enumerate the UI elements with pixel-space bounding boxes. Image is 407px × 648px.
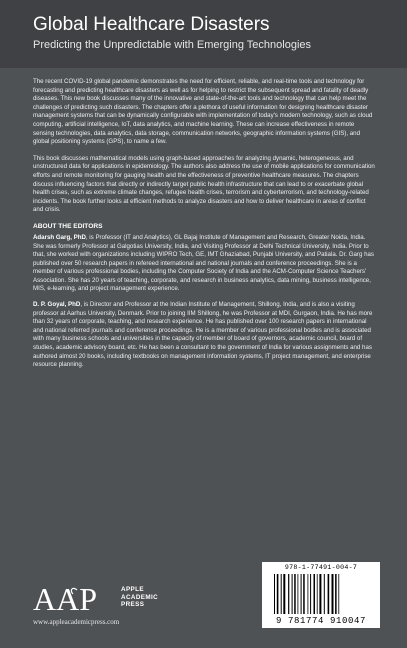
barcode-bar bbox=[301, 574, 302, 614]
barcode-bar bbox=[338, 574, 339, 614]
barcode-bar bbox=[317, 574, 318, 614]
editor-bio-text-2: , is Director and Professor at the Indian Institute of Management, Shillong, India, and is also a visiting professor at Aarhus University, Denmark. Prior to joining IIM Shillong, he was Professor at MDI, Gurgaon, India. He has more than 32 years of corporate, teaching, and research experience. He has published over 100 research papers in international and national referred journals and conference proceedings. He is a member of various professional bodies and is associated with many business schools and universities in the capacity of member of board of governors, academic council, board of studies, academic advisory board, etc. He has been a consultant to the government of India for various assignments and has authored almost 20 books, including textbooks on management information systems, IT project management, and enterprise resource planning. bbox=[33, 301, 373, 369]
barcode-bar bbox=[294, 574, 296, 614]
barcode-bar bbox=[328, 574, 330, 614]
barcode-bar bbox=[288, 574, 289, 614]
description-paragraph-1: The recent COVID-19 global pandemic demonstrates the need for efficient, reliable, and real-time tools and technology for forecasting and predicting healthcare disasters as well as for helping to restrict the subsequent spread and fatality of deadly diseases. This new book discusses many of the innovative and state-of-the-art tools and technology that can help meet the challenges of predicting such disasters. The chapters offer a plethora of useful information for designing healthcare disaster management systems that can be dynamically configurable with implementation of today's modern technology, such as cloud computing, artificial intelligence, IoT, data analytics, and machine learning. These can increase effectiveness in remote sensing technologies, data analytics, data storage, communication networks, geographic information systems (GIS), and global positioning systems (GPS), to name a few. bbox=[33, 78, 373, 146]
publisher-name-line-3: PRESS bbox=[121, 601, 145, 609]
isbn-digits: 9 781774 910047 bbox=[275, 616, 366, 626]
about-editors-heading: ABOUT THE EDITORS bbox=[33, 222, 103, 230]
editor-bio-1 bbox=[33, 234, 375, 294]
barcode-bar bbox=[292, 574, 293, 614]
barcode-bar bbox=[332, 574, 334, 614]
apple-academic-press-logo bbox=[33, 580, 119, 616]
barcode-bar bbox=[303, 574, 305, 614]
barcode-bar bbox=[298, 574, 299, 614]
isbn-barcode-box bbox=[262, 562, 380, 628]
isbn-label: 978-1-77491-004-7 bbox=[284, 564, 358, 571]
book-subtitle: Predicting the Unpredictable with Emerging Technologies bbox=[33, 39, 312, 51]
publisher-name bbox=[121, 586, 158, 609]
barcode-bar bbox=[335, 574, 337, 614]
description-paragraph-2: This book discusses mathematical models using graph-based approaches for analyzing dynamic, heterogeneous, and unstructured data for applications in epidemiology. The authors also address the use of mobile applications for communication efforts and remote monitoring for gauging health and the effectiveness of preventive healthcare measures. The chapters discuss influencing factors that directly or indirectly target public health infrastructure that can lead to or exacerbate global health crises, such as extreme climate changes, refugee health crises, terrorism and cyberterrorism, and technology-related incidents. The book further looks at efficient methods to analyze disasters and how to deliver healthcare in areas of conflict and crisis. bbox=[33, 154, 375, 214]
barcode-bar bbox=[324, 574, 325, 614]
editor-bio-text-1: , is Professor (IT and Analytics), GL Bajaj Institute of Management and Research, Greater Noida, India. She was formerly Professor at Galgotias University, India, and Visiting Professor at Delhi Technical University, India. Prior to that, she worked with organizations including WIPRO Tech, GE, IMT Ghaziabad, Punjabi University, and Patiala. Dr. Garg has published over 50 research papers in refereed international and national journals and conference proceedings. She is a member of various professional bodies, including the Computer Society of India and the ACM-Computer Science Teachers' Association. She has 20 years of teaching, corporate, and research in business analytics, data mining, business intelligence, MIS, e-learning, and project management experience. bbox=[33, 233, 374, 293]
barcode-graphic bbox=[272, 574, 370, 614]
book-title: Global Healthcare Disasters bbox=[33, 14, 270, 35]
editor-name-1: Adarsh Garg, PhD bbox=[33, 233, 86, 241]
barcode-bar bbox=[274, 574, 275, 614]
back-cover-content bbox=[33, 78, 375, 377]
barcode-bar bbox=[283, 574, 285, 614]
barcode-bar bbox=[310, 574, 311, 614]
publisher-logo-block bbox=[33, 580, 233, 630]
barcode-bar bbox=[319, 574, 321, 614]
barcode-bar bbox=[281, 574, 282, 614]
barcode-bar bbox=[308, 574, 309, 614]
publisher-name-line-1: APPLE bbox=[121, 586, 144, 593]
editor-bio-2 bbox=[33, 301, 375, 370]
publisher-name-line-2: ACADEMIC bbox=[121, 593, 159, 601]
barcode-bar bbox=[277, 574, 279, 614]
barcode-bar bbox=[314, 574, 316, 614]
editor-name-2: D. P. Goyal, PhD bbox=[33, 301, 81, 309]
publisher-website: www.appleacademicpress.com bbox=[33, 618, 120, 626]
logo-lettering: AAP bbox=[33, 581, 98, 616]
